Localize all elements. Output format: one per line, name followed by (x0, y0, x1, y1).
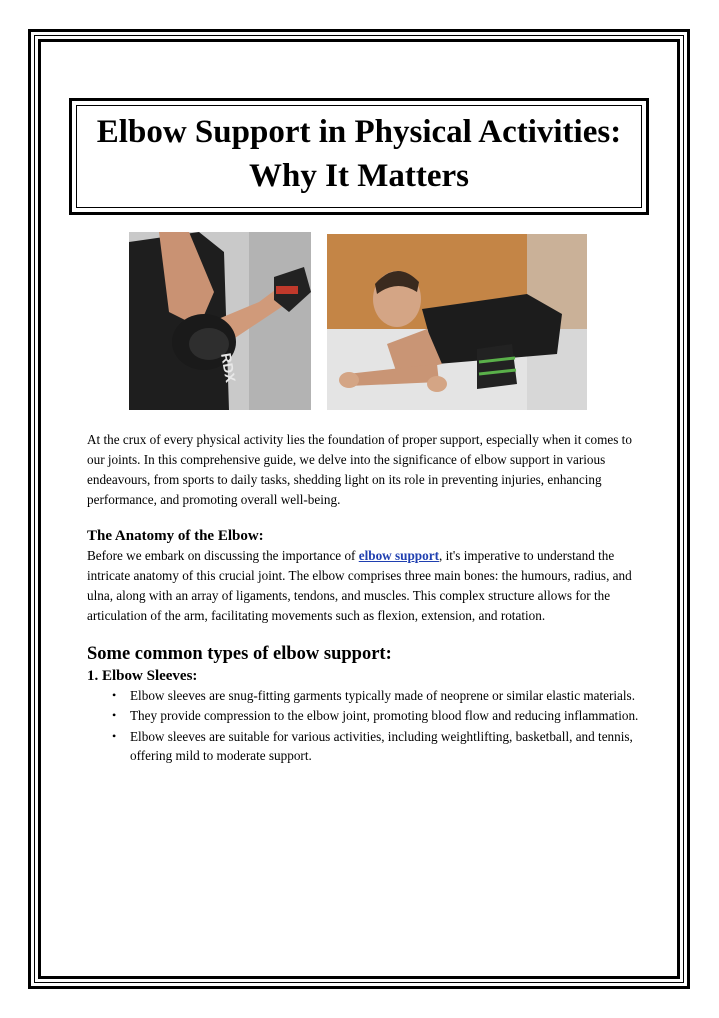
heading-elbow-sleeves: 1. Elbow Sleeves: (87, 668, 198, 684)
anatomy-text-after-link: , it's imperative to understand the intricate anatomy of this crucial joint. The elbow comprises three main bones: the humours, radius, and ulna, along with an array of ligaments, tendons, and muscles. This complex structure allows for the articulation of the arm, facilitating movements such as flexion, extension, and rotation. (87, 548, 632, 623)
heading-anatomy: The Anatomy of the Elbow: (87, 528, 264, 544)
heading-types-of-support: Some common types of elbow support: (87, 644, 392, 664)
list-item (87, 686, 642, 705)
intro-paragraph: At the crux of every physical activity lies the foundation of proper support, especially when it comes to our joints. In this comprehensive guide, we delve into the significance of elbow support in various endeavours, from sports to daily tasks, shedding light on its role in preventing injuries, enhancing performance, and promoting overall well-being. (87, 432, 632, 507)
photo-arm-with-elbow-pad (129, 232, 311, 410)
bullet-dot-icon: • (112, 728, 117, 743)
sleeves-bullet-list (87, 686, 642, 765)
list-item-text: Elbow sleeves are snug-fitting garments typically made of neoprene or similar elastic materials. (130, 688, 635, 703)
anatomy-text-before-link: Before we embark on discussing the importance of (87, 548, 359, 563)
page-title: Elbow Support in Physical Activities: Why It Matters (96, 114, 622, 194)
svg-text:RDX: RDX (218, 351, 239, 384)
elbow-support-link[interactable]: elbow support (358, 548, 439, 563)
article-body (87, 430, 642, 766)
photo-man-plank-with-elbow-sleeve (327, 234, 587, 410)
list-item (87, 706, 642, 725)
list-item (87, 727, 642, 766)
list-item-text: Elbow sleeves are suitable for various activities, including weightlifting, basketball, and tennis, offering mild to moderate support. (130, 728, 633, 763)
list-item-text: They provide compression to the elbow joint, promoting blood flow and reducing inflammation. (130, 708, 639, 724)
bullet-dot-icon: • (112, 708, 117, 723)
bullet-dot-icon: • (112, 688, 117, 702)
anatomy-paragraph (87, 546, 642, 626)
